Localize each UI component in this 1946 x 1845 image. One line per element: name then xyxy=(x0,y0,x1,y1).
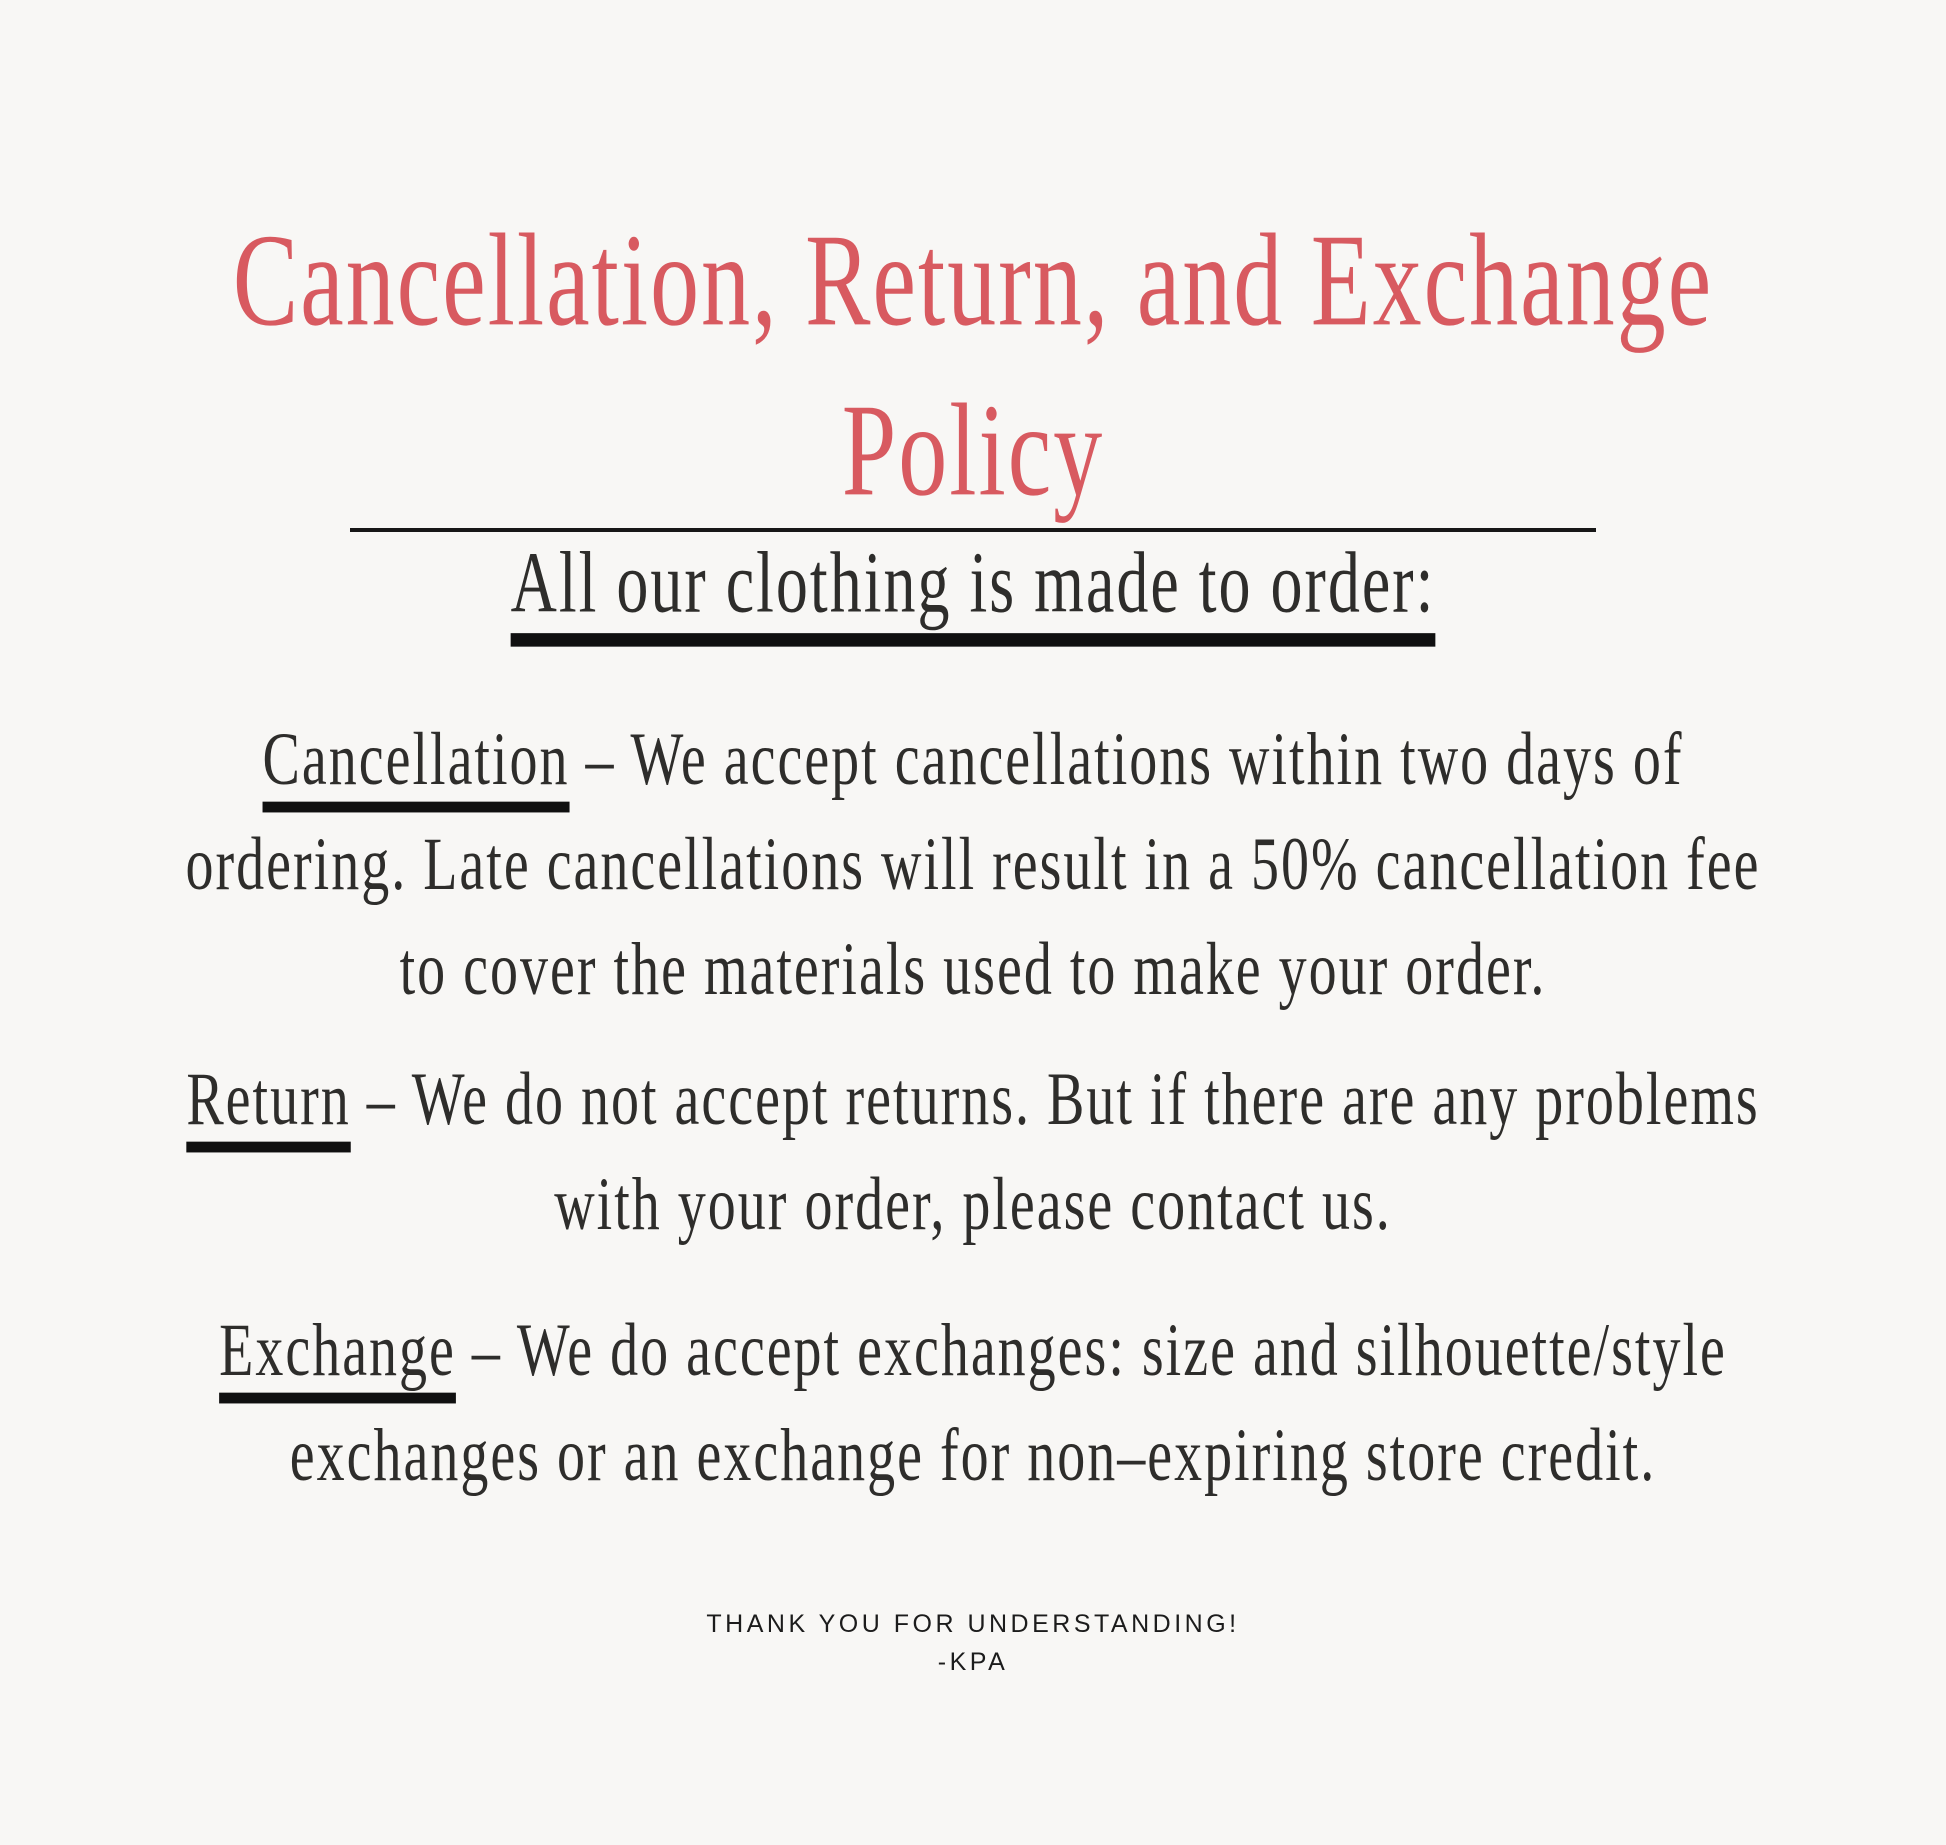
cancellation-section-line-3: to cover the materials used to make your order. xyxy=(399,927,1547,1012)
cancellation-section-line-2: ordering. Late cancellations will result in a 50% cancellation fee xyxy=(185,822,1761,907)
cancellation-heading: Cancellation xyxy=(262,717,570,802)
return-lead-text: – We do not accept returns. But if there are any problems xyxy=(350,1057,1760,1142)
return-heading: Return xyxy=(186,1057,351,1142)
return-section-line-2: with your order, please contact us. xyxy=(554,1162,1392,1247)
cancellation-lead-text: – We accept cancellations within two days of xyxy=(569,717,1684,802)
title-divider-rule xyxy=(350,528,1596,532)
exchange-section-line-1 xyxy=(0,1308,1946,1393)
return-section-line-1 xyxy=(0,1057,1946,1142)
page-title-line-1: Cancellation, Return, and Exchange xyxy=(232,208,1714,355)
footer-signature-kpa: -KPA xyxy=(937,1648,1009,1676)
exchange-heading: Exchange xyxy=(219,1308,456,1393)
subtitle-made-to-order: All our clothing is made to order: xyxy=(510,534,1436,631)
cancellation-section-line-1 xyxy=(0,717,1946,802)
footer-thank-you: THANK YOU FOR UNDERSTANDING! xyxy=(706,1610,1240,1638)
page-title-line-2: Policy xyxy=(841,378,1105,525)
exchange-lead-text: – We do accept exchanges: size and silhouette/style xyxy=(455,1308,1727,1393)
exchange-section-line-2: exchanges or an exchange for non–expiring store credit. xyxy=(289,1413,1657,1498)
